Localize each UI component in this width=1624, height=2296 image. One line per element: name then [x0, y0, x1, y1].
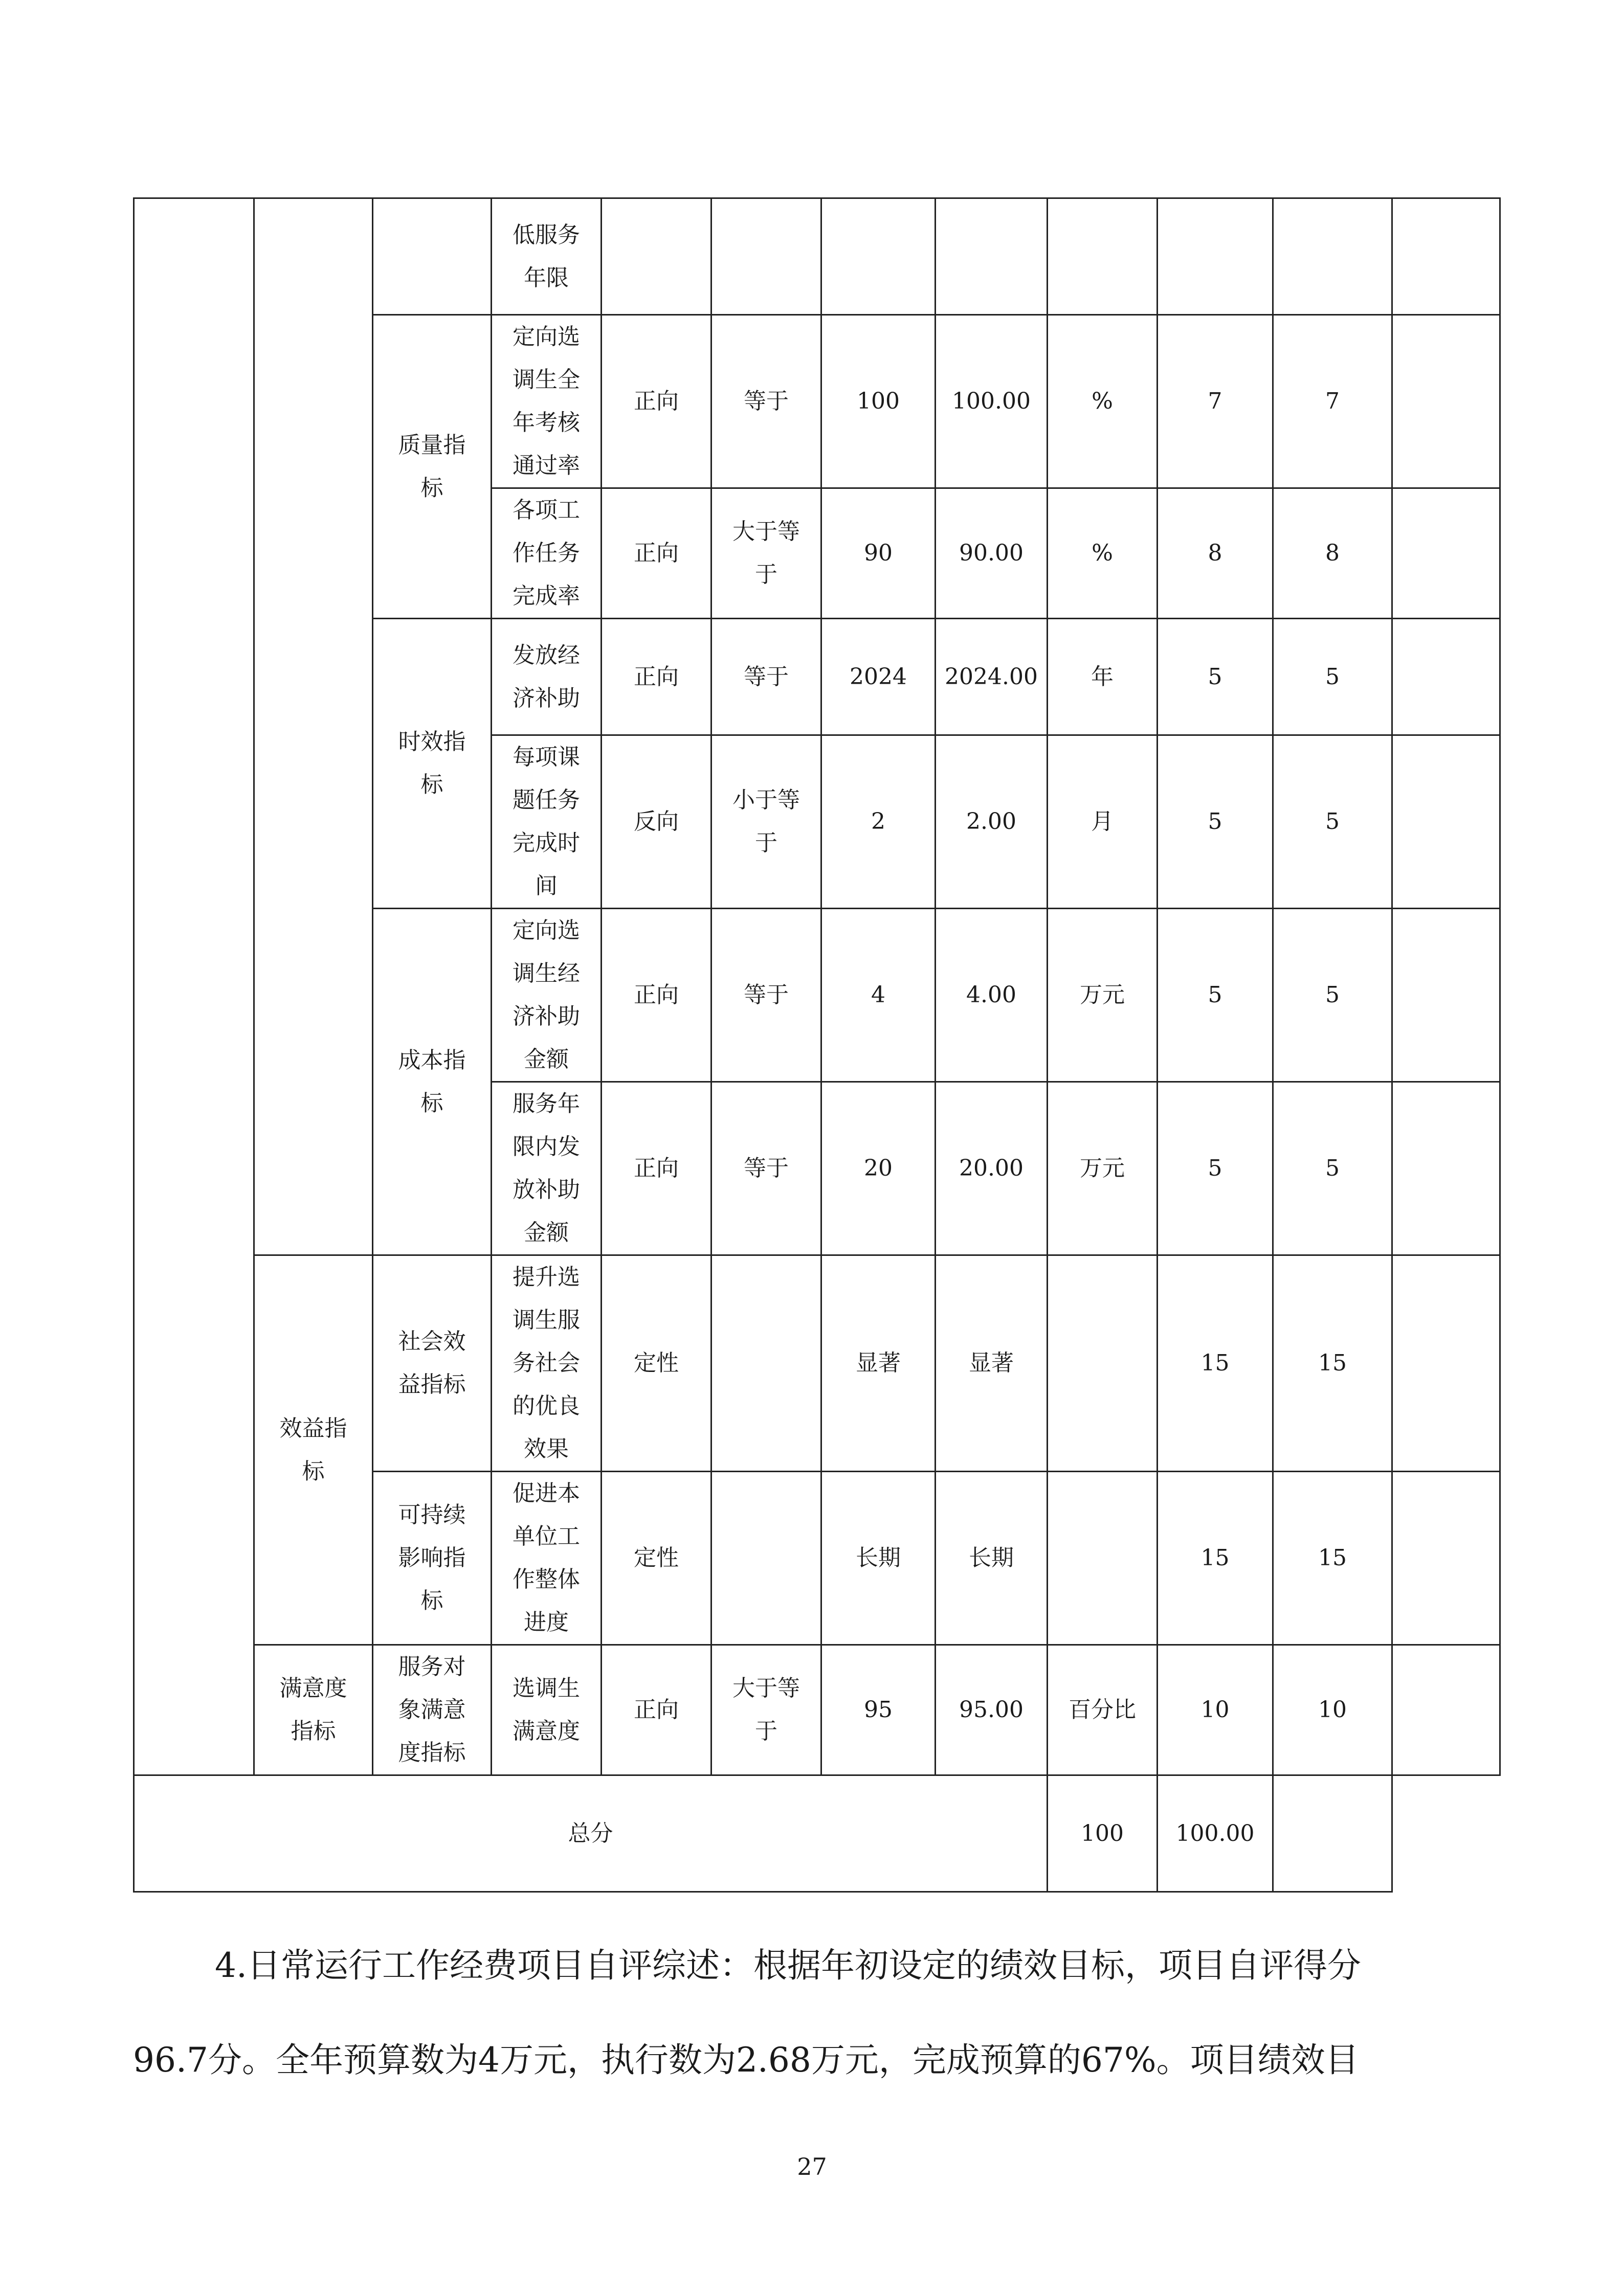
target-cell: 90: [821, 488, 936, 619]
level3-cell: 服务对 象满意 度指标: [373, 1645, 492, 1775]
level3-cell: 可持续 影响指 标: [373, 1472, 492, 1645]
direction-cell: [602, 198, 711, 315]
direction-cell: 正向: [602, 1645, 711, 1775]
weight-cell: 8: [1158, 488, 1273, 619]
indicator-cell: 发放经 济补助: [492, 619, 602, 735]
actual-cell: 100.00: [936, 315, 1048, 488]
level2-cell: 满意度 指标: [254, 1645, 373, 1775]
score-cell: 5: [1273, 619, 1392, 735]
operator-cell: [711, 1255, 821, 1472]
target-cell: 4: [821, 909, 936, 1082]
unit-cell: 万元: [1048, 1082, 1158, 1255]
indicator-cell: 定向选 调生全 年考核 通过率: [492, 315, 602, 488]
score-cell: 10: [1273, 1645, 1392, 1775]
total-label: 总分: [134, 1775, 1048, 1892]
page-number: 27: [797, 2153, 827, 2180]
weight-cell: 5: [1158, 1082, 1273, 1255]
target-cell: 2: [821, 735, 936, 909]
note-cell: [1392, 198, 1500, 315]
weight-cell: 15: [1158, 1255, 1273, 1472]
actual-cell: [936, 198, 1048, 315]
actual-cell: 20.00: [936, 1082, 1048, 1255]
indicator-cell: 提升选 调生服 务社会 的优良 效果: [492, 1255, 602, 1472]
total-score: 100.00: [1158, 1775, 1273, 1892]
weight-cell: 10: [1158, 1645, 1273, 1775]
level3-cell: 社会效 益指标: [373, 1255, 492, 1472]
level3-cell: 时效指 标: [373, 619, 492, 909]
paragraph-line-2: 96.7分。全年预算数为4万元，执行数为2.68万元，完成预算的67%。项目绩效目: [133, 2040, 1359, 2080]
target-cell: 95: [821, 1645, 936, 1775]
note-cell: [1392, 735, 1500, 909]
indicator-cell: 每项课 题任务 完成时 间: [492, 735, 602, 909]
target-cell: [821, 198, 936, 315]
weight-cell: 5: [1158, 909, 1273, 1082]
weight-cell: 5: [1158, 619, 1273, 735]
note-cell: [1392, 1472, 1500, 1645]
indicator-cell: 低服务 年限: [492, 198, 602, 315]
operator-cell: 大于等 于: [711, 488, 821, 619]
note-cell: [1392, 909, 1500, 1082]
note-cell: [1392, 619, 1500, 735]
target-cell: 20: [821, 1082, 936, 1255]
actual-cell: 2024.00: [936, 619, 1048, 735]
actual-cell: 显著: [936, 1255, 1048, 1472]
indicator-cell: 促进本 单位工 作整体 进度: [492, 1472, 602, 1645]
actual-cell: 4.00: [936, 909, 1048, 1082]
score-cell: [1273, 198, 1392, 315]
target-cell: 长期: [821, 1472, 936, 1645]
operator-cell: 等于: [711, 315, 821, 488]
level1-cell-empty: [134, 198, 254, 1775]
score-cell: 5: [1273, 909, 1392, 1082]
operator-cell: 等于: [711, 909, 821, 1082]
note-cell: [1392, 1255, 1500, 1472]
unit-cell: %: [1048, 488, 1158, 619]
direction-cell: 反向: [602, 735, 711, 909]
direction-cell: 正向: [602, 909, 711, 1082]
total-weight: 100: [1048, 1775, 1158, 1892]
table-row: [134, 1255, 1500, 1472]
unit-cell: 月: [1048, 735, 1158, 909]
unit-cell: 万元: [1048, 909, 1158, 1082]
table-row: [134, 198, 1500, 315]
weight-cell: 5: [1158, 735, 1273, 909]
target-cell: 2024: [821, 619, 936, 735]
note-cell: [1392, 1645, 1500, 1775]
total-note: [1273, 1775, 1392, 1892]
target-cell: 100: [821, 315, 936, 488]
indicator-cell: 各项工 作任务 完成率: [492, 488, 602, 619]
direction-cell: 正向: [602, 1082, 711, 1255]
operator-cell: 等于: [711, 619, 821, 735]
operator-cell: [711, 198, 821, 315]
unit-cell: 年: [1048, 619, 1158, 735]
weight-cell: 15: [1158, 1472, 1273, 1645]
indicator-cell: 定向选 调生经 济补助 金额: [492, 909, 602, 1082]
performance-table: [133, 197, 1501, 1893]
note-cell: [1392, 488, 1500, 619]
indicator-cell: 选调生 满意度: [492, 1645, 602, 1775]
score-cell: 8: [1273, 488, 1392, 619]
level3-cell: [373, 198, 492, 315]
actual-cell: 90.00: [936, 488, 1048, 619]
level2-cell: 效益指 标: [254, 1255, 373, 1645]
paragraph-line-1: 4.日常运行工作经费项目自评综述：根据年初设定的绩效目标，项目自评得分: [215, 1946, 1361, 1985]
unit-cell: [1048, 1472, 1158, 1645]
actual-cell: 长期: [936, 1472, 1048, 1645]
score-cell: 5: [1273, 735, 1392, 909]
direction-cell: 正向: [602, 619, 711, 735]
level3-cell: 成本指 标: [373, 909, 492, 1255]
direction-cell: 定性: [602, 1472, 711, 1645]
level3-cell: 质量指 标: [373, 315, 492, 619]
operator-cell: 大于等 于: [711, 1645, 821, 1775]
actual-cell: 2.00: [936, 735, 1048, 909]
weight-cell: [1158, 198, 1273, 315]
level2-cell-empty: [254, 198, 373, 1255]
operator-cell: [711, 1472, 821, 1645]
score-cell: 7: [1273, 315, 1392, 488]
note-cell: [1392, 1082, 1500, 1255]
unit-cell: %: [1048, 315, 1158, 488]
operator-cell: 等于: [711, 1082, 821, 1255]
unit-cell: [1048, 1255, 1158, 1472]
unit-cell: 百分比: [1048, 1645, 1158, 1775]
indicator-cell: 服务年 限内发 放补助 金额: [492, 1082, 602, 1255]
direction-cell: 正向: [602, 315, 711, 488]
score-cell: 15: [1273, 1255, 1392, 1472]
direction-cell: 定性: [602, 1255, 711, 1472]
weight-cell: 7: [1158, 315, 1273, 488]
table-row: [134, 1645, 1500, 1775]
direction-cell: 正向: [602, 488, 711, 619]
total-row: [134, 1775, 1500, 1892]
target-cell: 显著: [821, 1255, 936, 1472]
operator-cell: 小于等 于: [711, 735, 821, 909]
score-cell: 5: [1273, 1082, 1392, 1255]
score-cell: 15: [1273, 1472, 1392, 1645]
actual-cell: 95.00: [936, 1645, 1048, 1775]
note-cell: [1392, 315, 1500, 488]
unit-cell: [1048, 198, 1158, 315]
